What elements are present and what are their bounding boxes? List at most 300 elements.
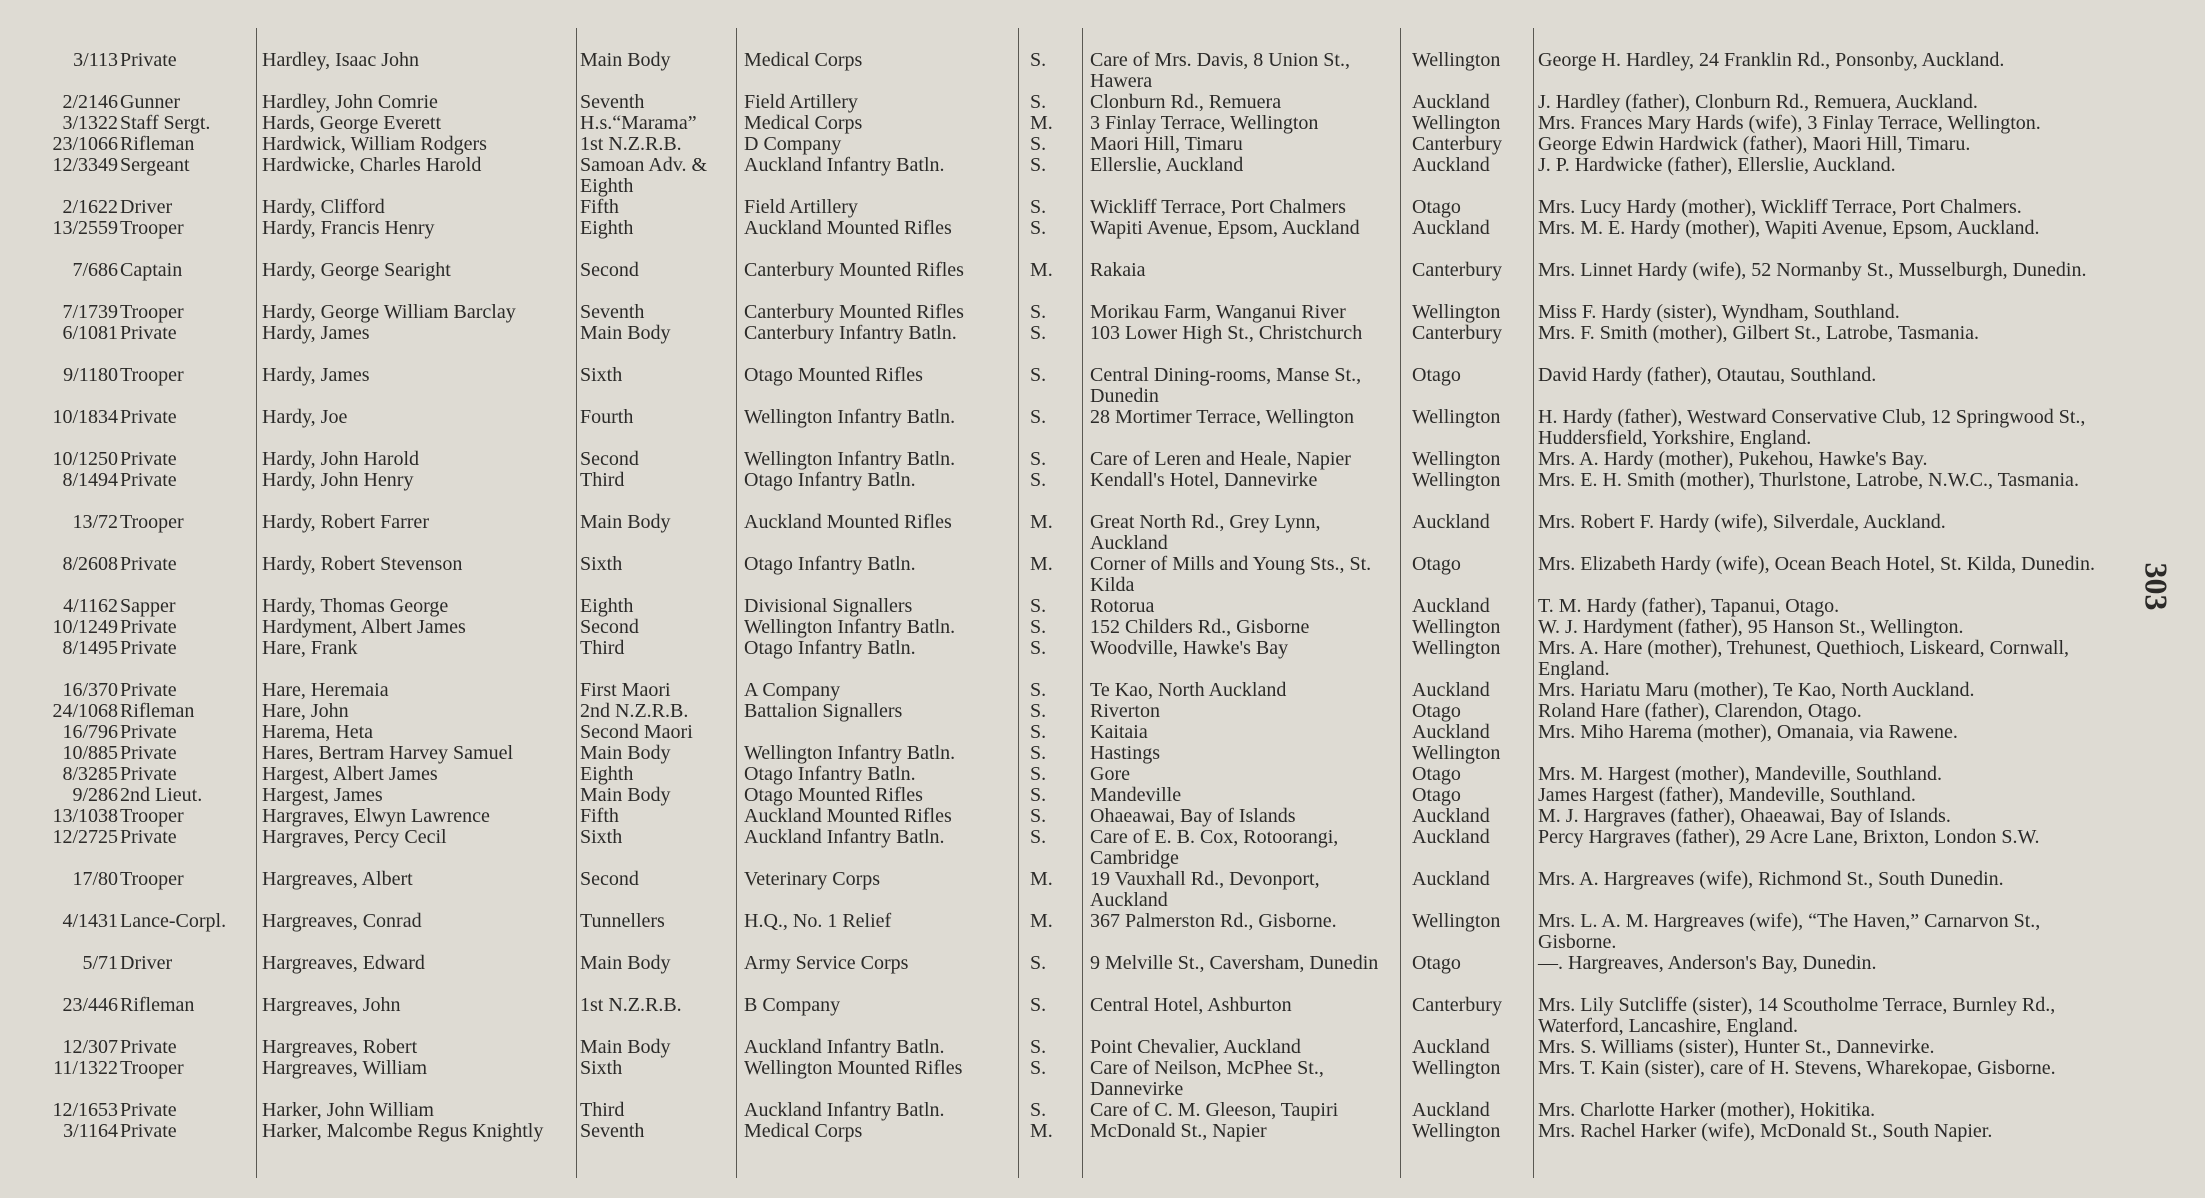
entry-kin: Miss F. Hardy (sister), Wyndham, Southland. bbox=[1538, 301, 1900, 323]
entry-name: Hardley, John Comrie bbox=[262, 91, 438, 113]
entry-dist: Wellington bbox=[1412, 742, 1501, 764]
entry-name: Hardy, Robert Farrer bbox=[262, 511, 429, 533]
entry-mar: M. bbox=[1030, 553, 1053, 575]
entry-unit: Medical Corps bbox=[744, 49, 863, 71]
entry-unit: Otago Infantry Batln. bbox=[744, 763, 916, 785]
entry-rank: Private bbox=[120, 322, 177, 344]
entry-addr: Care of Mrs. Davis, 8 Union St., Hawera bbox=[1090, 49, 1350, 92]
entry-dist: Otago bbox=[1412, 364, 1461, 386]
entry-unit: Wellington Mounted Rifles bbox=[744, 1057, 963, 1079]
entry-name: Hares, Bertram Harvey Samuel bbox=[262, 742, 514, 764]
entry-num: 23/446 bbox=[62, 994, 118, 1016]
entry-dist: Canterbury bbox=[1412, 259, 1502, 281]
entry-mar: S. bbox=[1030, 700, 1047, 722]
entry-num: 8/1494 bbox=[62, 469, 118, 491]
entry-emb: First Maori bbox=[580, 679, 671, 701]
entry-emb: Samoan Adv. & Eighth bbox=[580, 154, 708, 197]
entry-emb: Second bbox=[580, 868, 639, 890]
entry-name: Hardy, Thomas George bbox=[262, 595, 449, 617]
entry-unit: Otago Infantry Batln. bbox=[744, 553, 916, 575]
entry-rank: Rifleman bbox=[120, 994, 195, 1016]
entry-mar: S. bbox=[1030, 721, 1047, 743]
entry-mar: S. bbox=[1030, 637, 1047, 659]
entry-kin: Mrs. T. Kain (sister), care of H. Stevens, Wharekopae, Gisborne. bbox=[1538, 1057, 2056, 1079]
entry-num: 3/113 bbox=[73, 49, 118, 71]
entry-emb: Second Maori bbox=[580, 721, 693, 743]
entry-num: 4/1162 bbox=[63, 595, 118, 617]
entry-emb: H.s.“Marama” bbox=[580, 112, 697, 134]
entry-dist: Wellington bbox=[1412, 49, 1501, 71]
entry-mar: S. bbox=[1030, 679, 1047, 701]
entry-addr: Care of E. B. Cox, Rotoorangi, Cambridge bbox=[1090, 826, 1339, 869]
entry-num: 23/1066 bbox=[52, 133, 118, 155]
entry-dist: Auckland bbox=[1412, 1099, 1490, 1121]
entry-mar: S. bbox=[1030, 826, 1047, 848]
entry-addr: Great North Rd., Grey Lynn, Auckland bbox=[1090, 511, 1321, 554]
entry-addr: 152 Childers Rd., Gisborne bbox=[1090, 616, 1310, 638]
entry-addr: Care of C. M. Gleeson, Taupiri bbox=[1090, 1099, 1339, 1121]
entry-unit: Veterinary Corps bbox=[744, 868, 881, 890]
entry-unit: Army Service Corps bbox=[744, 952, 909, 974]
entry-kin: Mrs. S. Williams (sister), Hunter St., Dannevirke. bbox=[1538, 1036, 1935, 1058]
entry-unit: Field Artillery bbox=[744, 91, 858, 113]
entry-mar: S. bbox=[1030, 301, 1047, 323]
entry-emb: Eighth bbox=[580, 217, 634, 239]
entry-addr: Care of Neilson, McPhee St., Dannevirke bbox=[1090, 1057, 1324, 1100]
entry-addr: Kendall's Hotel, Dannevirke bbox=[1090, 469, 1318, 491]
entry-name: Hardyment, Albert James bbox=[262, 616, 466, 638]
entry-kin: Mrs. M. E. Hardy (mother), Wapiti Avenue, Epsom, Auckland. bbox=[1538, 217, 2040, 239]
entry-name: Hardwicke, Charles Harold bbox=[262, 154, 482, 176]
entry-name: Hardy, James bbox=[262, 364, 370, 386]
entry-unit: Otago Mounted Rifles bbox=[744, 784, 923, 806]
entry-num: 3/1322 bbox=[62, 112, 118, 134]
entry-mar: S. bbox=[1030, 1036, 1047, 1058]
entry-emb: Seventh bbox=[580, 91, 645, 113]
entry-kin: Mrs. A. Hardy (mother), Pukehou, Hawke's Bay. bbox=[1538, 448, 1928, 470]
entry-addr: 9 Melville St., Caversham, Dunedin bbox=[1090, 952, 1379, 974]
entry-kin: Percy Hargraves (father), 29 Acre Lane, Brixton, London S.W. bbox=[1538, 826, 2040, 848]
entry-rank: Private bbox=[120, 637, 177, 659]
entry-unit: H.Q., No. 1 Relief bbox=[744, 910, 892, 932]
entry-mar: S. bbox=[1030, 952, 1047, 974]
entry-dist: Wellington bbox=[1412, 637, 1501, 659]
entry-kin: Mrs. Charlotte Harker (mother), Hokitika. bbox=[1538, 1099, 1876, 1121]
entry-rank: Private bbox=[120, 1120, 177, 1142]
entry-mar: S. bbox=[1030, 133, 1047, 155]
entry-name: Hardy, James bbox=[262, 322, 370, 344]
entry-kin: J. Hardley (father), Clonburn Rd., Remuera, Auckland. bbox=[1538, 91, 1978, 113]
entry-emb: Sixth bbox=[580, 1057, 623, 1079]
entry-num: 24/1068 bbox=[52, 700, 118, 722]
entry-name: Hardy, George Searight bbox=[262, 259, 451, 281]
entry-addr: 103 Lower High St., Christchurch bbox=[1090, 322, 1363, 344]
entry-kin: James Hargest (father), Mandeville, Southland. bbox=[1538, 784, 1916, 806]
entry-kin: George Edwin Hardwick (father), Maori Hill, Timaru. bbox=[1538, 133, 1971, 155]
entry-rank: Private bbox=[120, 826, 177, 848]
entry-kin: Mrs. A. Hargreaves (wife), Richmond St., South Dunedin. bbox=[1538, 868, 2004, 890]
entry-addr: 3 Finlay Terrace, Wellington bbox=[1090, 112, 1319, 134]
entry-name: Hargest, Albert James bbox=[262, 763, 438, 785]
entry-rank: Trooper bbox=[120, 364, 184, 386]
entry-rank: Private bbox=[120, 1099, 177, 1121]
entry-dist: Otago bbox=[1412, 784, 1461, 806]
entry-unit: Medical Corps bbox=[744, 1120, 863, 1142]
entry-kin: Mrs. Lily Sutcliffe (sister), 14 Scoutholme Terrace, Burnley Rd., Waterford, Lancashire, England. bbox=[1538, 994, 2056, 1037]
entry-num: 9/1180 bbox=[63, 364, 118, 386]
entry-name: Hare, Heremaia bbox=[262, 679, 389, 701]
entry-mar: S. bbox=[1030, 448, 1047, 470]
entry-kin: Mrs. Frances Mary Hards (wife), 3 Finlay Terrace, Wellington. bbox=[1538, 112, 2041, 134]
entry-kin: Mrs. Hariatu Maru (mother), Te Kao, North Auckland. bbox=[1538, 679, 1975, 701]
entry-unit: Auckland Infantry Batln. bbox=[744, 154, 945, 176]
entry-rank: Trooper bbox=[120, 868, 184, 890]
entry-mar: M. bbox=[1030, 1120, 1053, 1142]
entry-num: 8/3285 bbox=[62, 763, 118, 785]
entry-name: Hargraves, Percy Cecil bbox=[262, 826, 447, 848]
entry-kin: Mrs. Rachel Harker (wife), McDonald St., South Napier. bbox=[1538, 1120, 1993, 1142]
entry-kin: Mrs. Elizabeth Hardy (wife), Ocean Beach Hotel, St. Kilda, Dunedin. bbox=[1538, 553, 2096, 575]
entry-mar: M. bbox=[1030, 259, 1053, 281]
entry-unit: Otago Infantry Batln. bbox=[744, 469, 916, 491]
entry-num: 12/2725 bbox=[52, 826, 118, 848]
entry-num: 11/1322 bbox=[53, 1057, 118, 1079]
entry-unit: Auckland Infantry Batln. bbox=[744, 1099, 945, 1121]
entry-addr: Ohaeawai, Bay of Islands bbox=[1090, 805, 1296, 827]
entry-mar: S. bbox=[1030, 1057, 1047, 1079]
entry-mar: S. bbox=[1030, 742, 1047, 764]
entry-addr: Hastings bbox=[1090, 742, 1160, 764]
entry-kin: Mrs. A. Hare (mother), Trehunest, Quethioch, Liskeard, Cornwall, England. bbox=[1538, 637, 2070, 680]
entry-addr: Point Chevalier, Auckland bbox=[1090, 1036, 1301, 1058]
entry-num: 10/1834 bbox=[52, 406, 118, 428]
entry-dist: Otago bbox=[1412, 553, 1461, 575]
entry-num: 13/1038 bbox=[52, 805, 118, 827]
entry-name: Hardy, Clifford bbox=[262, 196, 385, 218]
entry-num: 12/1653 bbox=[52, 1099, 118, 1121]
entry-name: Hardy, John Henry bbox=[262, 469, 414, 491]
entry-mar: S. bbox=[1030, 322, 1047, 344]
entry-rank: Captain bbox=[120, 259, 183, 281]
page-number: 303 bbox=[2138, 562, 2175, 611]
entry-mar: S. bbox=[1030, 217, 1047, 239]
entry-num: 8/2608 bbox=[62, 553, 118, 575]
entry-rank: Private bbox=[120, 448, 177, 470]
entry-kin: —. Hargreaves, Anderson's Bay, Dunedin. bbox=[1538, 952, 1877, 974]
entry-rank: Private bbox=[120, 679, 177, 701]
entry-rank: Private bbox=[120, 406, 177, 428]
entry-rank: 2nd Lieut. bbox=[120, 784, 203, 806]
entry-rank: Staff Sergt. bbox=[120, 112, 211, 134]
entry-name: Hare, John bbox=[262, 700, 349, 722]
entry-rank: Private bbox=[120, 469, 177, 491]
entry-dist: Auckland bbox=[1412, 721, 1490, 743]
entry-kin: George H. Hardley, 24 Franklin Rd., Ponsonby, Auckland. bbox=[1538, 49, 2005, 71]
entry-dist: Canterbury bbox=[1412, 322, 1502, 344]
entry-kin: Mrs. Linnet Hardy (wife), 52 Normanby St., Musselburgh, Dunedin. bbox=[1538, 259, 2087, 281]
entry-name: Harema, Heta bbox=[262, 721, 374, 743]
entry-rank: Rifleman bbox=[120, 700, 195, 722]
entry-rank: Driver bbox=[120, 952, 173, 974]
entry-dist: Wellington bbox=[1412, 448, 1501, 470]
entry-addr: 28 Mortimer Terrace, Wellington bbox=[1090, 406, 1354, 428]
entry-dist: Auckland bbox=[1412, 91, 1490, 113]
entry-unit: Medical Corps bbox=[744, 112, 863, 134]
entry-dist: Otago bbox=[1412, 952, 1461, 974]
entry-name: Hargreaves, Robert bbox=[262, 1036, 418, 1058]
entry-dist: Wellington bbox=[1412, 910, 1501, 932]
entry-mar: S. bbox=[1030, 805, 1047, 827]
entry-mar: S. bbox=[1030, 784, 1047, 806]
entry-rank: Private bbox=[120, 742, 177, 764]
entry-emb: 1st N.Z.R.B. bbox=[580, 133, 682, 155]
entry-rank: Lance-Corpl. bbox=[120, 910, 227, 932]
entry-rank: Private bbox=[120, 553, 177, 575]
entry-addr: Rakaia bbox=[1090, 259, 1146, 281]
entry-name: Hardy, Joe bbox=[262, 406, 348, 428]
entry-unit: Battalion Signallers bbox=[744, 700, 903, 722]
entry-emb: Seventh bbox=[580, 301, 645, 323]
entry-emb: Main Body bbox=[580, 511, 671, 533]
entry-dist: Auckland bbox=[1412, 826, 1490, 848]
entry-unit: Auckland Infantry Batln. bbox=[744, 826, 945, 848]
entry-mar: S. bbox=[1030, 595, 1047, 617]
entry-name: Hardwick, William Rodgers bbox=[262, 133, 487, 155]
entry-rank: Trooper bbox=[120, 301, 184, 323]
entry-unit: Auckland Mounted Rifles bbox=[744, 217, 952, 239]
entry-kin: David Hardy (father), Otautau, Southland. bbox=[1538, 364, 1877, 386]
entry-num: 2/1622 bbox=[62, 196, 118, 218]
entry-dist: Otago bbox=[1412, 763, 1461, 785]
entry-num: 10/885 bbox=[62, 742, 118, 764]
entry-rank: Rifleman bbox=[120, 133, 195, 155]
entry-name: Hardley, Isaac John bbox=[262, 49, 419, 71]
entry-dist: Wellington bbox=[1412, 406, 1501, 428]
entry-unit: Wellington Infantry Batln. bbox=[744, 406, 956, 428]
entry-emb: Seventh bbox=[580, 1120, 645, 1142]
entry-addr: Wickliff Terrace, Port Chalmers bbox=[1090, 196, 1346, 218]
entry-kin: Mrs. Lucy Hardy (mother), Wickliff Terrace, Port Chalmers. bbox=[1538, 196, 2022, 218]
entry-rank: Trooper bbox=[120, 1057, 184, 1079]
entry-dist: Auckland bbox=[1412, 595, 1490, 617]
entry-name: Hargreaves, Edward bbox=[262, 952, 425, 974]
entry-addr: 19 Vauxhall Rd., Devonport, Auckland bbox=[1090, 868, 1320, 911]
entry-dist: Otago bbox=[1412, 700, 1461, 722]
entry-dist: Canterbury bbox=[1412, 133, 1502, 155]
entry-emb: Second bbox=[580, 616, 639, 638]
entry-addr: McDonald St., Napier bbox=[1090, 1120, 1267, 1142]
entry-addr: Kaitaia bbox=[1090, 721, 1148, 743]
entry-addr: Central Hotel, Ashburton bbox=[1090, 994, 1292, 1016]
entry-num: 10/1249 bbox=[52, 616, 118, 638]
entry-emb: Main Body bbox=[580, 784, 671, 806]
entry-emb: 2nd N.Z.R.B. bbox=[580, 700, 689, 722]
entry-kin: T. M. Hardy (father), Tapanui, Otago. bbox=[1538, 595, 1840, 617]
entry-mar: S. bbox=[1030, 196, 1047, 218]
entry-addr: Morikau Farm, Wanganui River bbox=[1090, 301, 1346, 323]
entry-addr: Te Kao, North Auckland bbox=[1090, 679, 1287, 701]
entry-rank: Trooper bbox=[120, 805, 184, 827]
entry-unit: Otago Infantry Batln. bbox=[744, 637, 916, 659]
entry-mar: M. bbox=[1030, 511, 1053, 533]
entry-name: Hargreaves, John bbox=[262, 994, 401, 1016]
entry-mar: M. bbox=[1030, 868, 1053, 890]
entry-kin: Mrs. F. Smith (mother), Gilbert St., Latrobe, Tasmania. bbox=[1538, 322, 1980, 344]
entry-kin: W. J. Hardyment (father), 95 Hanson St., Wellington. bbox=[1538, 616, 1964, 638]
entry-name: Harker, Malcombe Regus Knightly bbox=[262, 1120, 544, 1142]
entry-kin: J. P. Hardwicke (father), Ellerslie, Auckland. bbox=[1538, 154, 1896, 176]
entry-unit: Wellington Infantry Batln. bbox=[744, 448, 956, 470]
entry-num: 6/1081 bbox=[62, 322, 118, 344]
entry-num: 13/2559 bbox=[52, 217, 118, 239]
entry-addr: Riverton bbox=[1090, 700, 1160, 722]
entry-mar: S. bbox=[1030, 616, 1047, 638]
entry-unit: Wellington Infantry Batln. bbox=[744, 742, 956, 764]
entry-mar: S. bbox=[1030, 763, 1047, 785]
entry-dist: Otago bbox=[1412, 196, 1461, 218]
entry-kin: M. J. Hargraves (father), Ohaeawai, Bay of Islands. bbox=[1538, 805, 1951, 827]
entry-rank: Gunner bbox=[120, 91, 180, 113]
entry-num: 16/370 bbox=[62, 679, 118, 701]
entry-emb: Tunnellers bbox=[580, 910, 665, 932]
entry-addr: Ellerslie, Auckland bbox=[1090, 154, 1244, 176]
entry-emb: Third bbox=[580, 1099, 625, 1121]
entry-dist: Wellington bbox=[1412, 301, 1501, 323]
entry-emb: Eighth bbox=[580, 595, 634, 617]
entry-addr: Wapiti Avenue, Epsom, Auckland bbox=[1090, 217, 1360, 239]
entry-name: Hardy, Robert Stevenson bbox=[262, 553, 463, 575]
entry-num: 17/80 bbox=[72, 868, 118, 890]
entry-dist: Wellington bbox=[1412, 1120, 1501, 1142]
entry-kin: Mrs. M. Hargest (mother), Mandeville, Southland. bbox=[1538, 763, 1943, 785]
entry-rank: Private bbox=[120, 1036, 177, 1058]
entry-addr: Mandeville bbox=[1090, 784, 1182, 806]
entry-num: 4/1431 bbox=[62, 910, 118, 932]
entry-emb: Third bbox=[580, 469, 625, 491]
entry-kin: Roland Hare (father), Clarendon, Otago. bbox=[1538, 700, 1862, 722]
entry-mar: S. bbox=[1030, 469, 1047, 491]
entry-emb: Second bbox=[580, 448, 639, 470]
entry-mar: S. bbox=[1030, 91, 1047, 113]
entry-dist: Auckland bbox=[1412, 805, 1490, 827]
entry-emb: Main Body bbox=[580, 952, 671, 974]
entry-rank: Private bbox=[120, 616, 177, 638]
entry-emb: Main Body bbox=[580, 1036, 671, 1058]
entry-rank: Sapper bbox=[120, 595, 176, 617]
entry-num: 7/1739 bbox=[62, 301, 118, 323]
entry-dist: Auckland bbox=[1412, 679, 1490, 701]
entry-mar: M. bbox=[1030, 910, 1053, 932]
entry-emb: Eighth bbox=[580, 763, 634, 785]
entry-name: Hargraves, Elwyn Lawrence bbox=[262, 805, 490, 827]
entry-num: 7/686 bbox=[72, 259, 118, 281]
entry-unit: Canterbury Mounted Rifles bbox=[744, 301, 964, 323]
entry-emb: Sixth bbox=[580, 553, 623, 575]
entry-dist: Wellington bbox=[1412, 616, 1501, 638]
entry-mar: S. bbox=[1030, 994, 1047, 1016]
entry-unit: Field Artillery bbox=[744, 196, 858, 218]
entry-emb: Fifth bbox=[580, 196, 619, 218]
entry-dist: Canterbury bbox=[1412, 994, 1502, 1016]
entry-emb: Main Body bbox=[580, 49, 671, 71]
entry-unit: Canterbury Mounted Rifles bbox=[744, 259, 964, 281]
entry-addr: Central Dining-rooms, Manse St., Dunedin bbox=[1090, 364, 1362, 407]
entry-addr: Woodville, Hawke's Bay bbox=[1090, 637, 1289, 659]
entry-unit: D Company bbox=[744, 133, 842, 155]
entry-addr: Rotorua bbox=[1090, 595, 1155, 617]
entry-dist: Auckland bbox=[1412, 868, 1490, 890]
entry-emb: Third bbox=[580, 637, 625, 659]
entry-rank: Driver bbox=[120, 196, 173, 218]
entry-emb: Sixth bbox=[580, 364, 623, 386]
entry-mar: S. bbox=[1030, 1099, 1047, 1121]
entry-unit: Auckland Mounted Rifles bbox=[744, 805, 952, 827]
entry-kin: Mrs. Robert F. Hardy (wife), Silverdale, Auckland. bbox=[1538, 511, 1946, 533]
entry-mar: S. bbox=[1030, 364, 1047, 386]
entry-dist: Auckland bbox=[1412, 154, 1490, 176]
entry-num: 8/1495 bbox=[62, 637, 118, 659]
entry-kin: Mrs. E. H. Smith (mother), Thurlstone, Latrobe, N.W.C., Tasmania. bbox=[1538, 469, 2079, 491]
entry-num: 12/3349 bbox=[52, 154, 118, 176]
entry-emb: Main Body bbox=[580, 742, 671, 764]
entry-unit: Otago Mounted Rifles bbox=[744, 364, 923, 386]
entry-unit: B Company bbox=[744, 994, 841, 1016]
entry-num: 9/286 bbox=[72, 784, 118, 806]
entry-emb: 1st N.Z.R.B. bbox=[580, 994, 682, 1016]
entry-rank: Sergeant bbox=[120, 154, 190, 176]
entry-addr: 367 Palmerston Rd., Gisborne. bbox=[1090, 910, 1337, 932]
entry-name: Hardy, John Harold bbox=[262, 448, 420, 470]
entry-mar: M. bbox=[1030, 112, 1053, 134]
entry-num: 12/307 bbox=[62, 1036, 118, 1058]
entry-emb: Main Body bbox=[580, 322, 671, 344]
entry-dist: Auckland bbox=[1412, 511, 1490, 533]
entry-name: Hare, Frank bbox=[262, 637, 358, 659]
entry-num: 16/796 bbox=[62, 721, 118, 743]
entry-name: Hargreaves, William bbox=[262, 1057, 428, 1079]
entry-name: Hargreaves, Albert bbox=[262, 868, 413, 890]
entry-rank: Trooper bbox=[120, 511, 184, 533]
entry-unit: Divisional Signallers bbox=[744, 595, 913, 617]
entry-addr: Corner of Mills and Young Sts., St. Kilda bbox=[1090, 553, 1372, 596]
entry-name: Hardy, Francis Henry bbox=[262, 217, 435, 239]
entry-dist: Wellington bbox=[1412, 112, 1501, 134]
entry-kin: H. Hardy (father), Westward Conservative Club, 12 Springwood St., Huddersfield, Yorkshire, England. bbox=[1538, 406, 2086, 449]
entry-num: 13/72 bbox=[72, 511, 118, 533]
entry-name: Hards, George Everett bbox=[262, 112, 442, 134]
entry-kin: Mrs. Miho Harema (mother), Omanaia, via Rawene. bbox=[1538, 721, 1958, 743]
entry-dist: Auckland bbox=[1412, 1036, 1490, 1058]
entry-name: Hargreaves, Conrad bbox=[262, 910, 422, 932]
entry-num: 10/1250 bbox=[52, 448, 118, 470]
entry-emb: Fourth bbox=[580, 406, 634, 428]
entry-addr: Care of Leren and Heale, Napier bbox=[1090, 448, 1351, 470]
entry-mar: S. bbox=[1030, 406, 1047, 428]
entry-dist: Wellington bbox=[1412, 469, 1501, 491]
entry-emb: Fifth bbox=[580, 805, 619, 827]
entry-emb: Sixth bbox=[580, 826, 623, 848]
entry-unit: A Company bbox=[744, 679, 841, 701]
entry-rank: Private bbox=[120, 763, 177, 785]
entry-addr: Gore bbox=[1090, 763, 1130, 785]
entry-dist: Auckland bbox=[1412, 217, 1490, 239]
entry-name: Harker, John William bbox=[262, 1099, 434, 1121]
entry-addr: Maori Hill, Timaru bbox=[1090, 133, 1243, 155]
entry-mar: S. bbox=[1030, 49, 1047, 71]
entry-name: Hargest, James bbox=[262, 784, 383, 806]
entry-unit: Auckland Infantry Batln. bbox=[744, 1036, 945, 1058]
entry-emb: Second bbox=[580, 259, 639, 281]
